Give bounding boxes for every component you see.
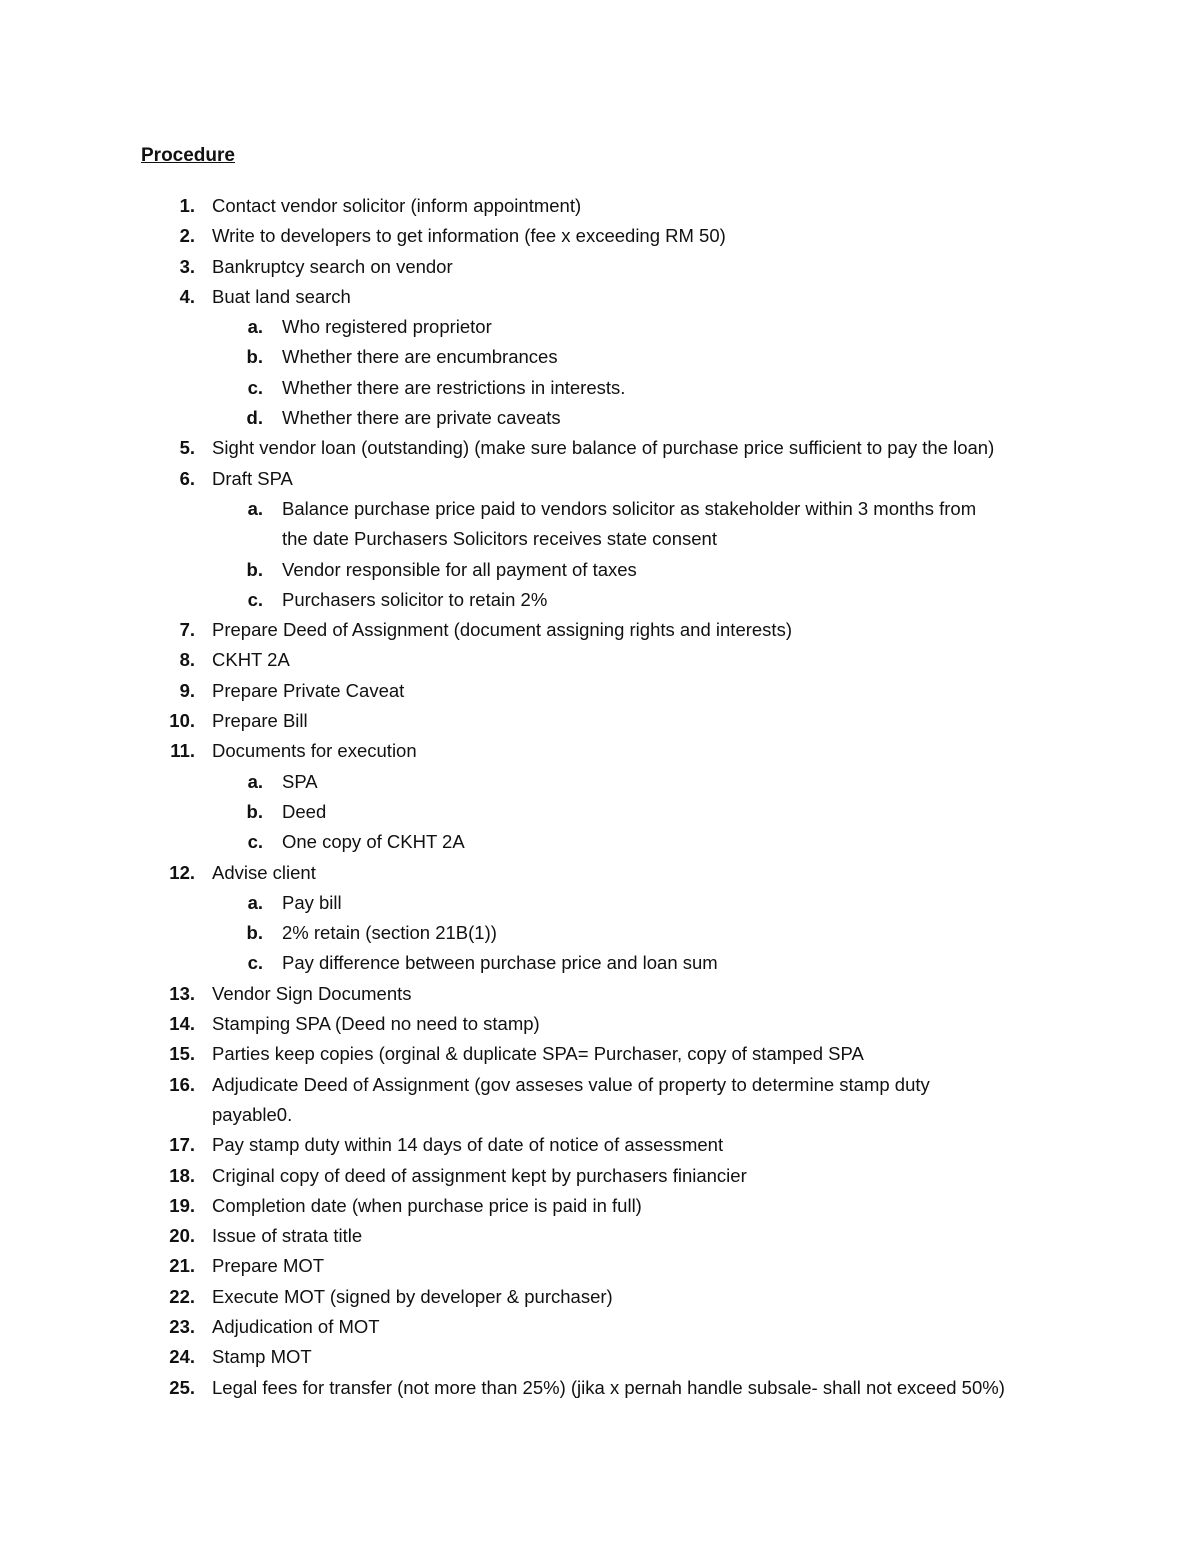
item-text: Draft SPA: [212, 467, 293, 489]
sub-item-text: 2% retain (section 21B(1)): [282, 922, 497, 944]
list-item: [0, 1221, 1200, 1251]
sub-item-letter: c.: [247, 588, 263, 610]
sub-item-text: Pay bill: [282, 891, 342, 913]
sub-item-text: Whether there are encumbrances: [282, 346, 558, 368]
item-number: 17.: [169, 1134, 195, 1156]
item-text: Documents for execution: [212, 740, 417, 762]
sub-item-letter: b.: [246, 558, 263, 580]
sub-list-item: [0, 948, 1200, 978]
sub-list-item: [0, 403, 1200, 433]
sub-item-text: Whether there are private caveats: [282, 407, 561, 429]
item-number: 25.: [169, 1376, 195, 1398]
item-number: 3.: [179, 255, 195, 277]
sub-item-text: the date Purchasers Solicitors receives state consent: [282, 528, 717, 550]
item-text: Prepare MOT: [212, 1255, 325, 1277]
sub-list-item-continuation: [0, 524, 1200, 554]
item-number: 8.: [179, 649, 195, 671]
list-item: [0, 1251, 1200, 1281]
item-text: Execute MOT (signed by developer & purchaser): [212, 1285, 613, 1307]
sub-list-item: [0, 827, 1200, 857]
list-item: [0, 1191, 1200, 1221]
list-item: [0, 858, 1200, 888]
item-text: Bankruptcy search on vendor: [212, 255, 453, 277]
sub-item-letter: c.: [247, 952, 263, 974]
item-text: Prepare Bill: [212, 710, 308, 732]
list-item: [0, 1342, 1200, 1372]
sub-item-text: Deed: [282, 800, 327, 822]
item-text: CKHT 2A: [212, 649, 290, 671]
list-item: [0, 1161, 1200, 1191]
procedure-list: [0, 191, 1200, 1403]
list-item: [0, 979, 1200, 1009]
item-number: 15.: [169, 1043, 195, 1065]
item-number: 12.: [169, 861, 195, 883]
item-text: Write to developers to get information (fee x exceeding RM 50): [212, 225, 726, 247]
sub-item-text: Balance purchase price paid to vendors solicitor as stakeholder within 3 months from: [282, 497, 977, 519]
item-text: Stamp MOT: [212, 1346, 312, 1368]
item-number: 10.: [169, 710, 195, 732]
item-number: 9.: [179, 679, 195, 701]
item-text: Issue of strata title: [212, 1225, 363, 1247]
item-number: 24.: [169, 1346, 195, 1368]
sub-list-item: [0, 312, 1200, 342]
sub-item-text: Whether there are restrictions in interests.: [282, 376, 626, 398]
sub-list-item: [0, 585, 1200, 615]
item-number: 20.: [169, 1225, 195, 1247]
sub-item-letter: c.: [247, 376, 263, 398]
sub-list-item: [0, 555, 1200, 585]
sub-item-letter: a.: [247, 497, 263, 519]
item-text: Prepare Deed of Assignment (document assigning rights and interests): [212, 619, 792, 641]
item-text: Adjudication of MOT: [212, 1315, 380, 1337]
sub-item-text: Vendor responsible for all payment of taxes: [282, 558, 637, 580]
list-item: [0, 706, 1200, 736]
sub-item-letter: a.: [247, 316, 263, 338]
sub-item-text: SPA: [282, 770, 318, 792]
sub-list-item: [0, 494, 1200, 524]
list-item-continuation: [0, 1100, 1200, 1130]
sub-item-text: One copy of CKHT 2A: [282, 831, 465, 853]
list-item: [0, 1373, 1200, 1403]
item-text: Legal fees for transfer (not more than 25%) (jika x pernah handle subsale- shall not exceed 50%): [212, 1376, 1005, 1398]
item-text: Stamping SPA (Deed no need to stamp): [212, 1013, 540, 1035]
sub-item-letter: b.: [246, 346, 263, 368]
item-text: Adjudicate Deed of Assignment (gov asseses value of property to determine stamp duty: [212, 1073, 930, 1095]
sub-list-item: [0, 918, 1200, 948]
list-item: [0, 464, 1200, 494]
list-item: [0, 645, 1200, 675]
item-text: Criginal copy of deed of assignment kept by purchasers finiancier: [212, 1164, 747, 1186]
item-number: 2.: [179, 225, 195, 247]
list-item: [0, 433, 1200, 463]
item-number: 1.: [179, 195, 195, 216]
sub-list-item: [0, 797, 1200, 827]
sub-list-item: [0, 767, 1200, 797]
item-number: 13.: [169, 982, 195, 1004]
item-number: 21.: [169, 1255, 195, 1277]
sub-item-text: Purchasers solicitor to retain 2%: [282, 588, 548, 610]
item-text: payable0.: [212, 1103, 293, 1125]
page-title: Procedure: [141, 145, 235, 166]
sub-item-letter: b.: [246, 922, 263, 944]
item-number: 19.: [169, 1194, 195, 1216]
item-number: 14.: [169, 1013, 195, 1035]
item-number: 22.: [169, 1285, 195, 1307]
list-item: [0, 1130, 1200, 1160]
sub-item-letter: a.: [247, 891, 263, 913]
sub-list-item: [0, 342, 1200, 372]
list-item: [0, 736, 1200, 766]
item-text: Advise client: [212, 861, 316, 883]
item-number: 16.: [169, 1073, 195, 1095]
list-item: [0, 221, 1200, 251]
item-text: Pay stamp duty within 14 days of date of notice of assessment: [212, 1134, 724, 1156]
item-number: 4.: [179, 285, 195, 307]
sub-item-letter: a.: [247, 770, 263, 792]
sub-item-letter: d.: [246, 407, 263, 429]
list-item: [0, 1312, 1200, 1342]
item-text: Contact vendor solicitor (inform appointment): [212, 195, 582, 216]
list-item: [0, 191, 1200, 221]
list-item: [0, 1070, 1200, 1100]
item-number: 23.: [169, 1315, 195, 1337]
sub-item-letter: c.: [247, 831, 263, 853]
item-text: Parties keep copies (orginal & duplicate SPA= Purchaser, copy of stamped SPA: [212, 1043, 864, 1065]
list-item: [0, 282, 1200, 312]
item-number: 5.: [179, 437, 195, 459]
list-item: [0, 615, 1200, 645]
list-item: [0, 676, 1200, 706]
item-text: Prepare Private Caveat: [212, 679, 405, 701]
sub-item-letter: b.: [246, 800, 263, 822]
list-item: [0, 252, 1200, 282]
item-text: Completion date (when purchase price is paid in full): [212, 1194, 642, 1216]
item-text: Vendor Sign Documents: [212, 982, 412, 1004]
item-number: 11.: [170, 740, 195, 762]
item-text: Sight vendor loan (outstanding) (make sure balance of purchase price sufficient to pay the loan): [212, 437, 995, 459]
sub-list-item: [0, 888, 1200, 918]
list-item: [0, 1282, 1200, 1312]
item-text: Buat land search: [212, 285, 351, 307]
sub-item-text: Who registered proprietor: [282, 316, 492, 338]
item-number: 6.: [179, 467, 195, 489]
sub-list-item: [0, 373, 1200, 403]
item-number: 18.: [169, 1164, 195, 1186]
list-item: [0, 1009, 1200, 1039]
list-item: [0, 1039, 1200, 1069]
sub-item-text: Pay difference between purchase price and loan sum: [282, 952, 718, 974]
item-number: 7.: [179, 619, 195, 641]
